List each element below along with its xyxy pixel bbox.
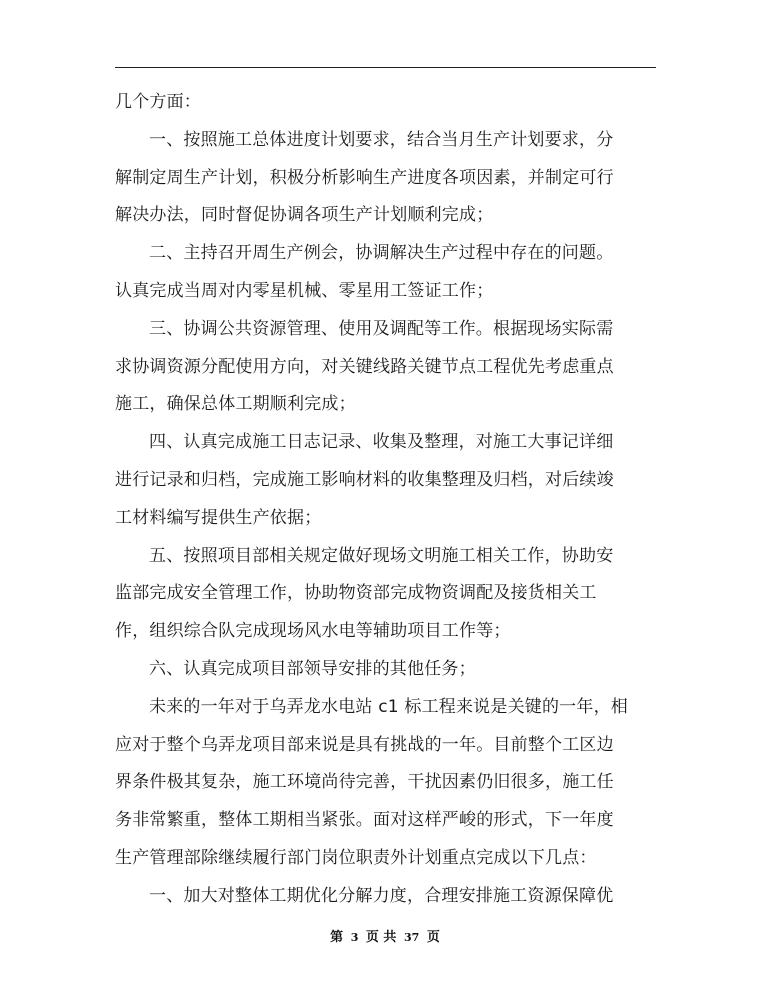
text-line: 应对于整个乌弄龙项目部来说是具有挑战的一年。目前整个工区边 bbox=[115, 734, 614, 755]
text-line: 界条件极其复杂，施工环境尚待完善，干扰因素仍旧很多，施工任 bbox=[115, 772, 614, 793]
footer-middle: 页 共 bbox=[365, 930, 397, 945]
text-line: 务非常繁重，整体工期相当紧张。面对这样严峻的形式，下一年度 bbox=[115, 810, 614, 831]
text-line: 施工，确保总体工期顺利完成； bbox=[115, 394, 356, 415]
text-line: 生产管理部除继续履行部门岗位职责外计划重点完成以下几点： bbox=[115, 847, 597, 868]
text-line: 解制定周生产计划，积极分析影响生产进度各项因素，并制定可行 bbox=[115, 167, 614, 188]
text-line: 五、按照项目部相关规定做好现场文明施工相关工作，协助安 bbox=[149, 545, 614, 566]
footer-prefix: 第 bbox=[330, 930, 344, 945]
text-line: 一、加大对整体工期优化分解力度，合理安排施工资源保障优 bbox=[149, 885, 614, 906]
text-line: 认真完成当周对内零星机械、零星用工签证工作； bbox=[115, 280, 494, 301]
text-line: 二、主持召开周生产例会，协调解决生产过程中存在的问题。 bbox=[149, 243, 614, 264]
page-total: 37 bbox=[403, 931, 420, 944]
text-line: 工材料编写提供生产依据； bbox=[115, 507, 322, 528]
page-footer bbox=[0, 926, 770, 945]
text-line: 几个方面： bbox=[115, 92, 201, 112]
footer-suffix: 页 bbox=[426, 930, 440, 945]
text-line: 进行记录和归档，完成施工影响材料的收集整理及归档，对后续竣 bbox=[115, 469, 614, 490]
header-rule bbox=[115, 67, 656, 68]
text-line: 作，组织综合队完成现场风水电等辅助项目工作等； bbox=[115, 621, 511, 642]
text-line: 监部完成安全管理工作，协助物资部完成物资调配及接货相关工 bbox=[115, 583, 597, 604]
text-line: 四、认真完成施工日志记录、收集及整理，对施工大事记详细 bbox=[149, 432, 614, 453]
text-line: 三、协调公共资源管理、使用及调配等工作。根据现场实际需 bbox=[149, 318, 614, 339]
text-line: 求协调资源分配使用方向，对关键线路关键节点工程优先考虑重点 bbox=[115, 356, 614, 377]
text-line: 六、认真完成项目部领导安排的其他任务； bbox=[149, 658, 476, 679]
text-line: 未来的一年对于乌弄龙水电站 c1 标工程来说是关键的一年，相 bbox=[149, 696, 628, 717]
text-line: 解决办法，同时督促协调各项生产计划顺利完成； bbox=[115, 205, 494, 226]
text-line: 一、按照施工总体进度计划要求，结合当月生产计划要求，分 bbox=[149, 129, 614, 150]
page-number: 3 bbox=[350, 931, 359, 944]
document-body bbox=[115, 84, 660, 916]
